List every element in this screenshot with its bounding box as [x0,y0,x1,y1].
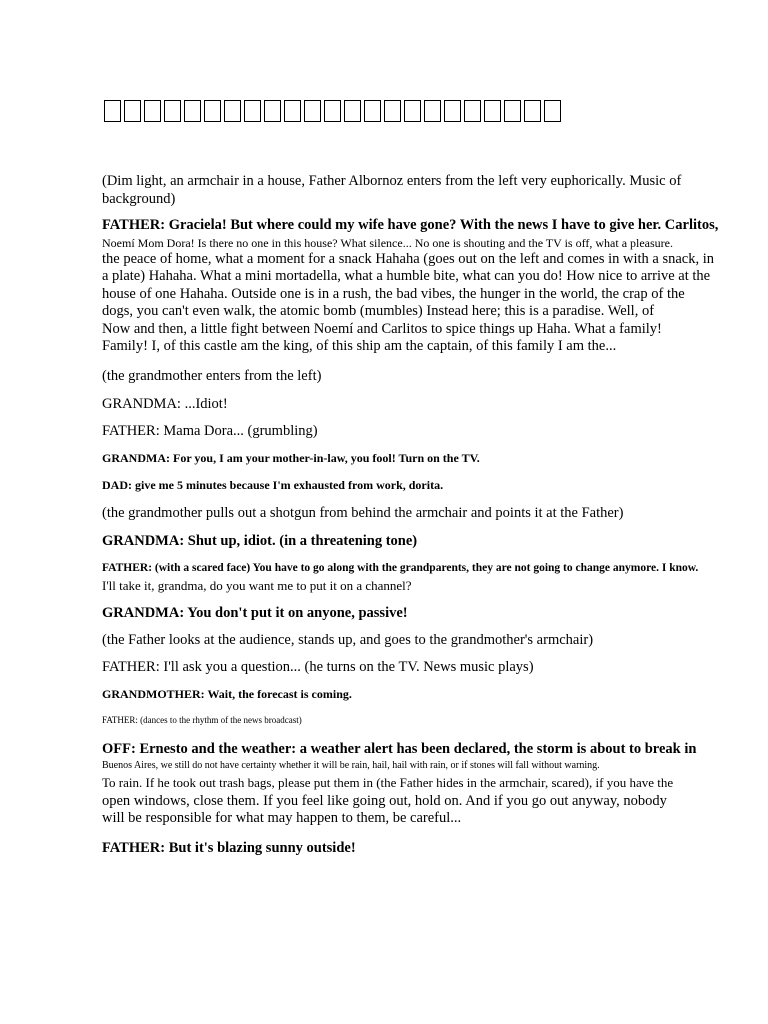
father-dialogue [102,560,712,596]
missing-glyph-box [184,100,201,122]
father-line: the peace of home, what a moment for a snack Hahaha (goes out on the left and comes in with a snack, in [102,250,715,267]
father-monologue [102,217,719,356]
page-title-missing-glyphs [104,100,561,126]
dialogue-line: FATHER: (dances to the rhythm of the news broadcast) [102,715,302,725]
broadcast-line: OFF: Ernesto and the weather: a weather alert has been declared, the storm is about to break in [102,741,697,757]
missing-glyph-box [284,100,301,122]
stage-direction: (the grandmother pulls out a shotgun from behind the armchair and points it at the Father) [102,505,624,521]
dialogue-line: GRANDMA: Shut up, idiot. (in a threatening tone) [102,533,418,549]
father-line: Now and then, a little fight between Noemí and Carlitos to spice things up Haha. What a family! [102,320,662,337]
father-line: Noemí Mom Dora! Is there no one in this house? What silence... No one is shouting and the TV is off, what a pleasure. [102,235,673,250]
stage-direction: (the Father looks at the audience, stands up, and goes to the grandmother's armchair) [102,632,594,648]
missing-glyph-box [384,100,401,122]
dialogue-line: GRANDMA: For you, I am your mother-in-law, you fool! Turn on the TV. [102,451,480,465]
dialogue-line: FATHER: But it's blazing sunny outside! [102,840,356,856]
missing-glyph-box [544,100,561,122]
missing-glyph-box [364,100,381,122]
missing-glyph-box [244,100,261,122]
missing-glyph-box [504,100,521,122]
dialogue-line: GRANDMOTHER: Wait, the forecast is coming. [102,687,352,701]
dialogue-line: FATHER: Mama Dora... (grumbling) [102,423,318,439]
father-line: house of one Hahaha. Outside one is in a rush, the bad vibes, the hunger in the world, the crap of the [102,285,685,302]
missing-glyph-box [524,100,541,122]
missing-glyph-box [204,100,221,122]
weather-broadcast [102,741,712,828]
stage-direction-opening: (Dim light, an armchair in a house, Father Albornoz enters from the left very euphorically. Music of background) [102,173,682,207]
stage-direction: (the grandmother enters from the left) [102,368,322,384]
missing-glyph-box [484,100,501,122]
father-line: Family! I, of this castle am the king, of this ship am the captain, of this family I am the... [102,338,617,354]
broadcast-line: open windows, close them. If you feel like going out, hold on. And if you go out anyway, nobody [102,792,667,809]
broadcast-line: Buenos Aires, we still do not have certainty whether it will be rain, hail, hail with rain, or if stones will fall without warning. [102,759,600,771]
father-line: FATHER: Graciela! But where could my wife have gone? With the news I have to give her. Carlitos, [102,217,719,233]
father-line: dogs, you can't even walk, the atomic bomb (mumbles) Instead here; this is a paradise. Well, of [102,303,655,319]
father-line: FATHER: (with a scared face) You have to go along with the grandparents, they are not going to change anymore. I know. [102,562,699,574]
dialogue-line: GRANDMA: You don't put it on anyone, passive! [102,605,408,621]
dialogue-line: DAD: give me 5 minutes because I'm exhausted from work, dorita. [102,478,444,492]
missing-glyph-box [264,100,281,122]
missing-glyph-box [144,100,161,122]
missing-glyph-box [124,100,141,122]
dialogue-line: GRANDMA: ...Idiot! [102,396,228,412]
missing-glyph-box [424,100,441,122]
missing-glyph-box [324,100,341,122]
missing-glyph-box [104,100,121,122]
missing-glyph-box [304,100,321,122]
missing-glyph-box [224,100,241,122]
father-line: a plate) Hahaha. What a mini mortadella, what a humble bite, what can you do! How nice to arrive at the [102,268,711,284]
dialogue-line: FATHER: I'll ask you a question... (he turns on the TV. News music plays) [102,659,534,675]
father-line: I'll take it, grandma, do you want me to put it on a channel? [102,578,412,593]
broadcast-line: To rain. If he took out trash bags, please put them in (the Father hides in the armchair, scared), if you have the [102,774,674,790]
missing-glyph-box [344,100,361,122]
missing-glyph-box [444,100,461,122]
missing-glyph-box [464,100,481,122]
missing-glyph-box [164,100,181,122]
broadcast-line: will be responsible for what may happen to them, be careful... [102,810,462,826]
missing-glyph-box [404,100,421,122]
